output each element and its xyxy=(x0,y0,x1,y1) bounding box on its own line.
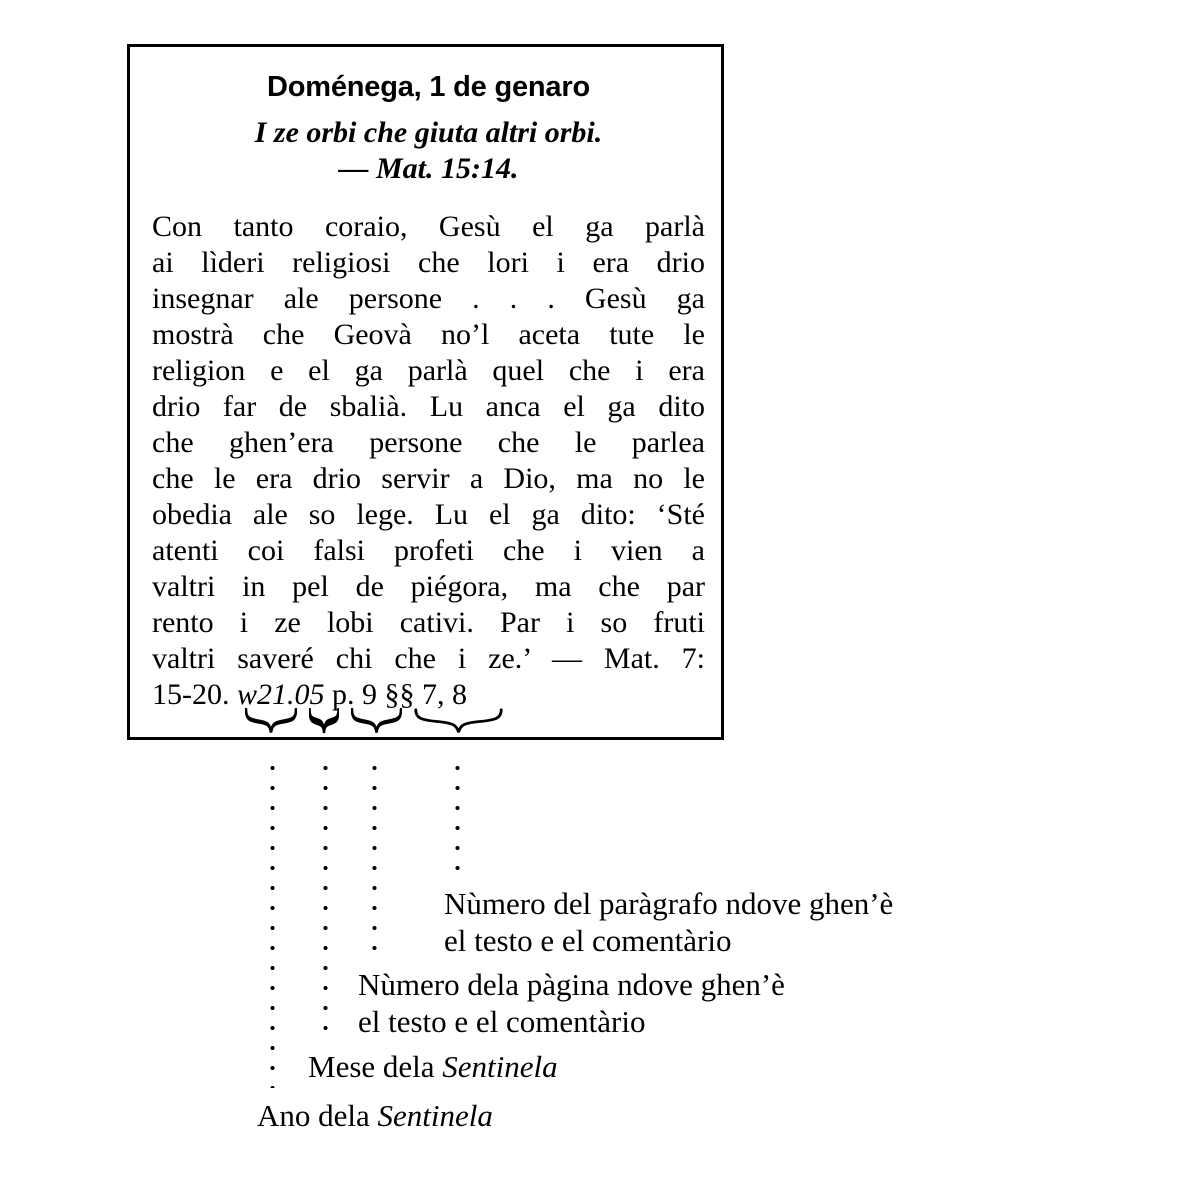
paragraph-line: ai lìderi religiosi che lori i era drio xyxy=(152,246,705,279)
paragraph-reference: §§ 7, 8 xyxy=(384,678,468,711)
callout-magazine-month-prefix: Mese dela xyxy=(308,1049,443,1084)
paragraph-line: insegnar ale persone . . . Gesù ga xyxy=(152,282,705,315)
callout-page-number-line1: Nùmero dela pàgina ndove ghen’è xyxy=(358,967,785,1002)
callout-magazine-year-line xyxy=(257,1097,493,1134)
brace-paragraph-reference xyxy=(414,708,503,734)
callout-magazine-month-line xyxy=(308,1048,558,1085)
callout-paragraph-number-line2: el testo e el comentàrio xyxy=(444,923,732,958)
magazine-title: Sentinela xyxy=(377,1098,493,1133)
page-reference: p. 9 xyxy=(332,678,378,711)
callout-paragraph-number xyxy=(444,885,893,959)
leader-line-magazine-month xyxy=(323,758,328,1046)
paragraph-line: che le era drio servir a Dio, ma no le xyxy=(152,462,705,495)
paragraph-line: Con tanto coraio, Gesù el ga parlà xyxy=(152,210,705,243)
brace-publication-month xyxy=(309,708,339,734)
theme-scripture-citation: — Mat. 15:14. xyxy=(338,152,519,185)
callout-page-number xyxy=(358,966,785,1040)
scripture-reference-tail: 15-20. xyxy=(152,678,230,711)
brace-publication-year xyxy=(245,708,297,734)
theme-scripture: I ze orbi che giuta altri orbi. xyxy=(254,116,603,149)
leader-line-magazine-year xyxy=(270,758,275,1088)
date-heading: Doménega, 1 de genaro xyxy=(267,71,590,103)
paragraph-line: che ghen’era persone che le parlea xyxy=(152,426,705,459)
paragraph-line: obedia ale so lege. Lu el ga dito: ‘Sté xyxy=(152,498,705,531)
paragraph-line: mostrà che Geovà no’l aceta tute le xyxy=(152,318,705,351)
callout-paragraph-number-line1: Nùmero del paràgrafo ndove ghen’è xyxy=(444,886,894,921)
daily-text-box-content xyxy=(152,63,705,713)
brace-page-reference xyxy=(351,708,402,734)
paragraph-line: atenti coi falsi profeti che i vien a xyxy=(152,534,705,567)
magazine-title: Sentinela xyxy=(442,1049,558,1084)
paragraph-line: drio far de sbalià. Lu anca el ga dito xyxy=(152,390,705,423)
leader-line-page-number xyxy=(372,758,377,966)
paragraph-line: valtri saveré chi che i ze.’ — Mat. 7: xyxy=(152,642,705,675)
callout-magazine-year xyxy=(257,1097,493,1134)
daily-text-box xyxy=(127,44,724,740)
callout-magazine-month xyxy=(308,1048,558,1085)
paragraph-line: valtri in pel de piégora, ma che par xyxy=(152,570,705,603)
daily-text-paragraph xyxy=(152,187,705,713)
callout-page-number-line2: el testo e el comentàrio xyxy=(358,1004,646,1039)
publication-year-code: w21 xyxy=(237,678,288,711)
callout-magazine-year-prefix: Ano dela xyxy=(257,1098,378,1133)
publication-month-code: .05 xyxy=(287,678,325,711)
leader-line-paragraph-number xyxy=(455,758,460,886)
paragraph-line: rento i ze lobi cativi. Par i so fruti xyxy=(152,606,705,639)
paragraph-line: religion e el ga parlà quel che i era xyxy=(152,354,705,387)
